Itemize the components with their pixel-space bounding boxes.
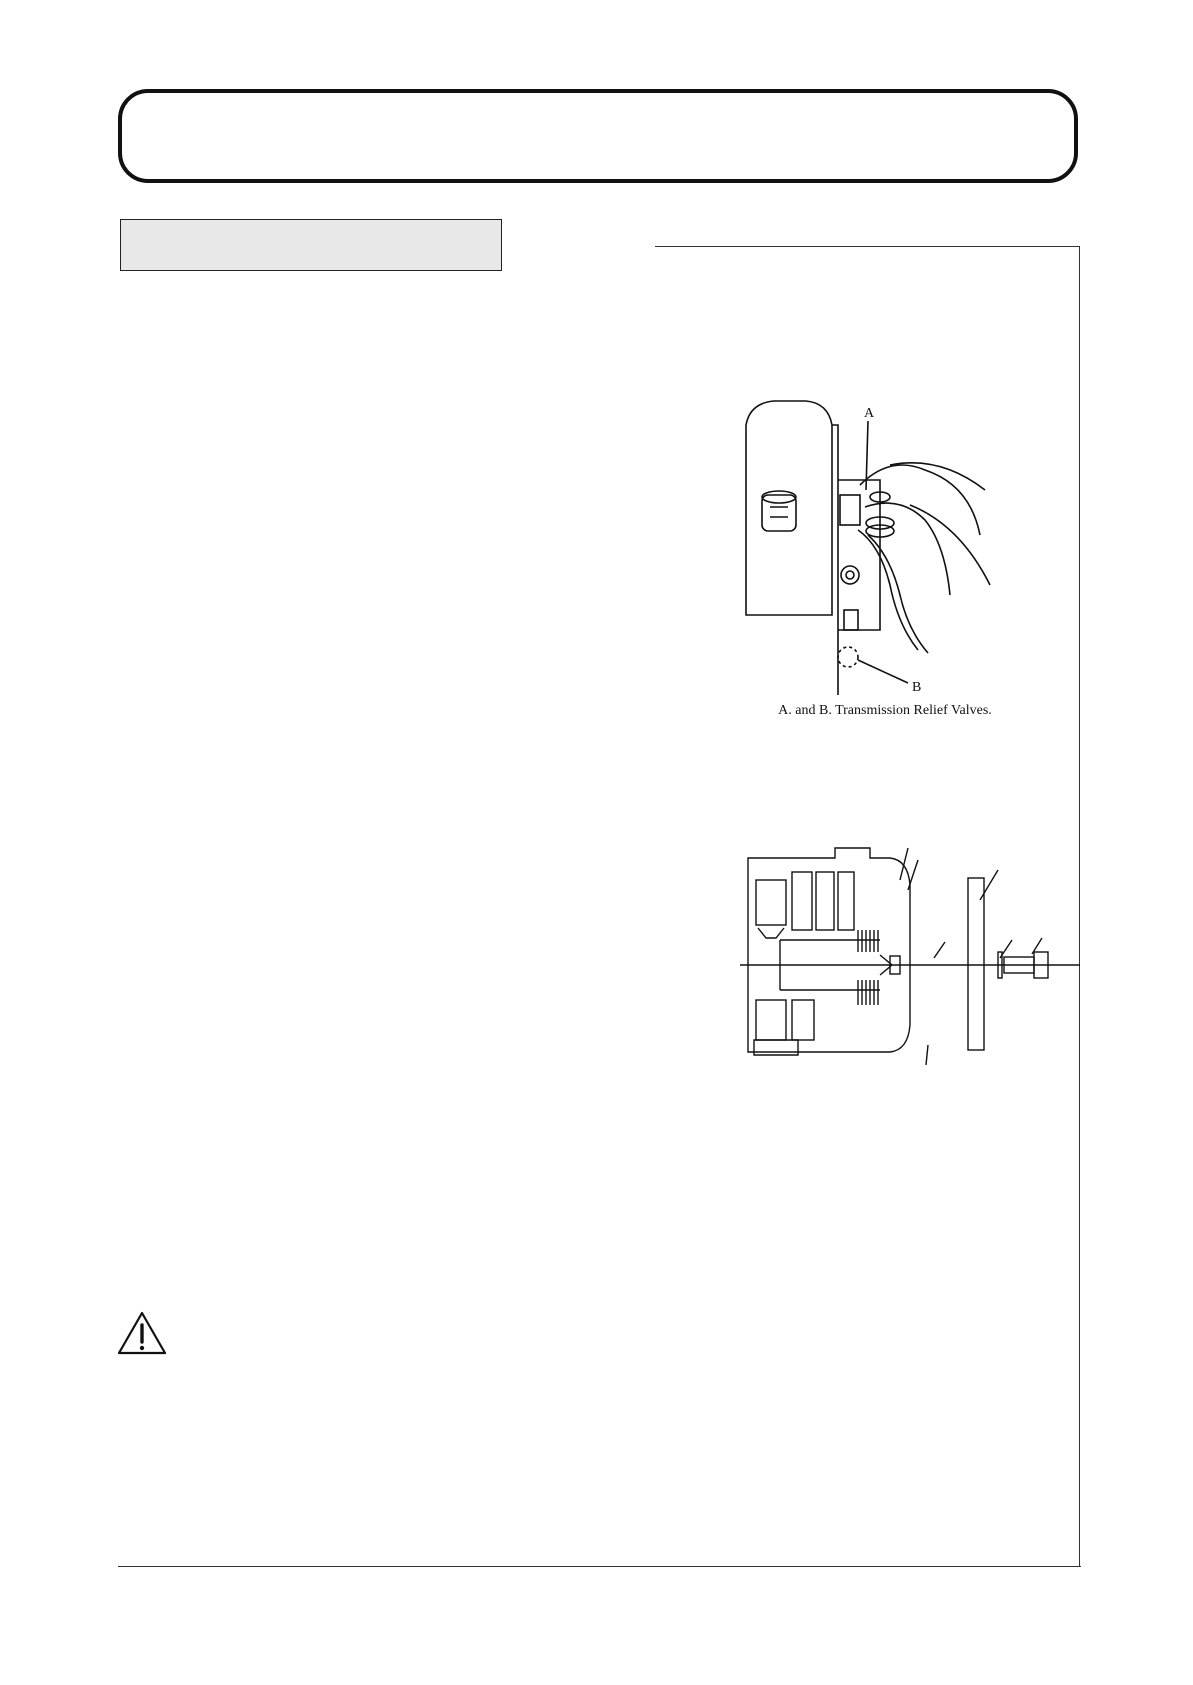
footer-rule	[118, 1566, 1081, 1567]
figure-frame-top-rule	[655, 246, 1080, 247]
figure-caption: A. and B. Transmission Relief Valves.	[778, 703, 992, 718]
label-b: B	[912, 680, 922, 695]
label-a: A	[864, 406, 875, 421]
transmission-cross-section-figure	[740, 840, 1080, 1070]
warning-triangle-icon	[116, 1310, 168, 1356]
relief-valves-figure	[740, 395, 1030, 695]
page-title-box	[118, 89, 1078, 183]
section-heading-box	[120, 219, 502, 271]
